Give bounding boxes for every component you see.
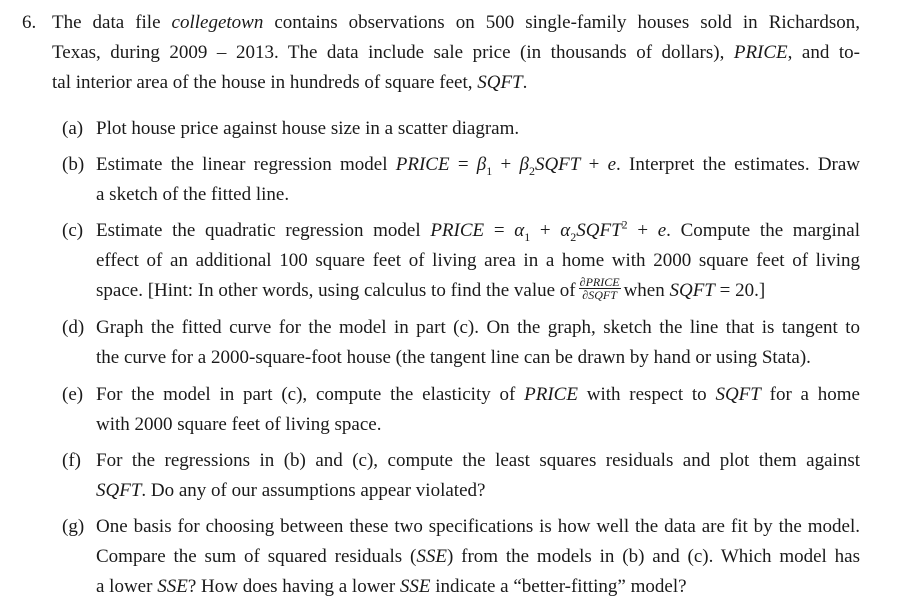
intro-line-3: tal interior area of the house in hundreds of square feet, SQFT. <box>52 72 528 93</box>
part-e-line-2: with 2000 square feet of living space. <box>96 414 382 435</box>
part-g-line-1: One basis for choosing between these two specifications is how well the data are fit by the model. <box>96 516 860 537</box>
part-b-line-2: a sketch of the fitted line. <box>96 184 290 205</box>
part-f-label: (f) <box>62 450 81 471</box>
part-c-line-1: Estimate the quadratic regression model PRICE = $\alpha_1$ + $\alpha_2SQFT^2 + e$. Compute the marginal <box>96 217 860 244</box>
part-c-line-3: space. [Hint: In other words, using calculus to find the value of $\frac{\text{∂PRICE}}{\text{∂SQFT}}$ when SQFT = 20.] <box>96 275 766 303</box>
part-a-text: Plot house price against house size in a scatter diagram. <box>96 118 520 139</box>
part-e-line-1: For the model in part (c), compute the elasticity of PRICE with respect to SQFT for a home <box>96 384 860 405</box>
part-d-label: (d) <box>62 317 85 338</box>
part-f-line-1: For the regressions in (b) and (c), compute the least squares residuals and plot them against <box>96 450 860 471</box>
part-g-line-3: a lower SSE? How does having a lower SSE indicate a “better-fitting” model? <box>96 576 687 597</box>
part-f-line-2: SQFT. Do any of our assumptions appear violated? <box>96 480 486 501</box>
intro-line-1: The data file collegetown contains observations on 500 single-family houses sold in Richardson, <box>52 12 860 33</box>
part-b-line-1: Estimate the linear regression model PRICE = $\beta_1$ + $\beta_2SQFT + e$. Interpret the estimates. Draw <box>96 154 861 178</box>
part-c-label: (c) <box>62 220 84 241</box>
part-g-label: (g) <box>62 516 85 537</box>
part-d-line-2: the curve for a 2000-square-foot house (the tangent line can be drawn by hand or using Stata). <box>96 347 811 368</box>
part-e-label: (e) <box>62 384 84 405</box>
part-b-label: (b) <box>62 154 85 175</box>
part-c-line-2: effect of an additional 100 square feet of living area in a home with 2000 square feet of living <box>96 250 860 271</box>
derivative-fraction: $\frac{\text{∂PRICE}}{\text{∂SQFT}}$ <box>579 275 620 303</box>
part-a-label: (a) <box>62 118 84 139</box>
part-d-line-1: Graph the fitted curve for the model in part (c). On the graph, sketch the line that is tangent to <box>96 317 860 338</box>
problem-number: 6. <box>22 12 37 33</box>
intro-line-2: Texas, during 2009 – 2013. The data include sale price (in thousands of dollars), PRICE, and to- <box>52 42 860 63</box>
part-g-line-2: Compare the sum of squared residuals (SSE) from the models in (b) and (c). Which model has <box>96 546 861 567</box>
